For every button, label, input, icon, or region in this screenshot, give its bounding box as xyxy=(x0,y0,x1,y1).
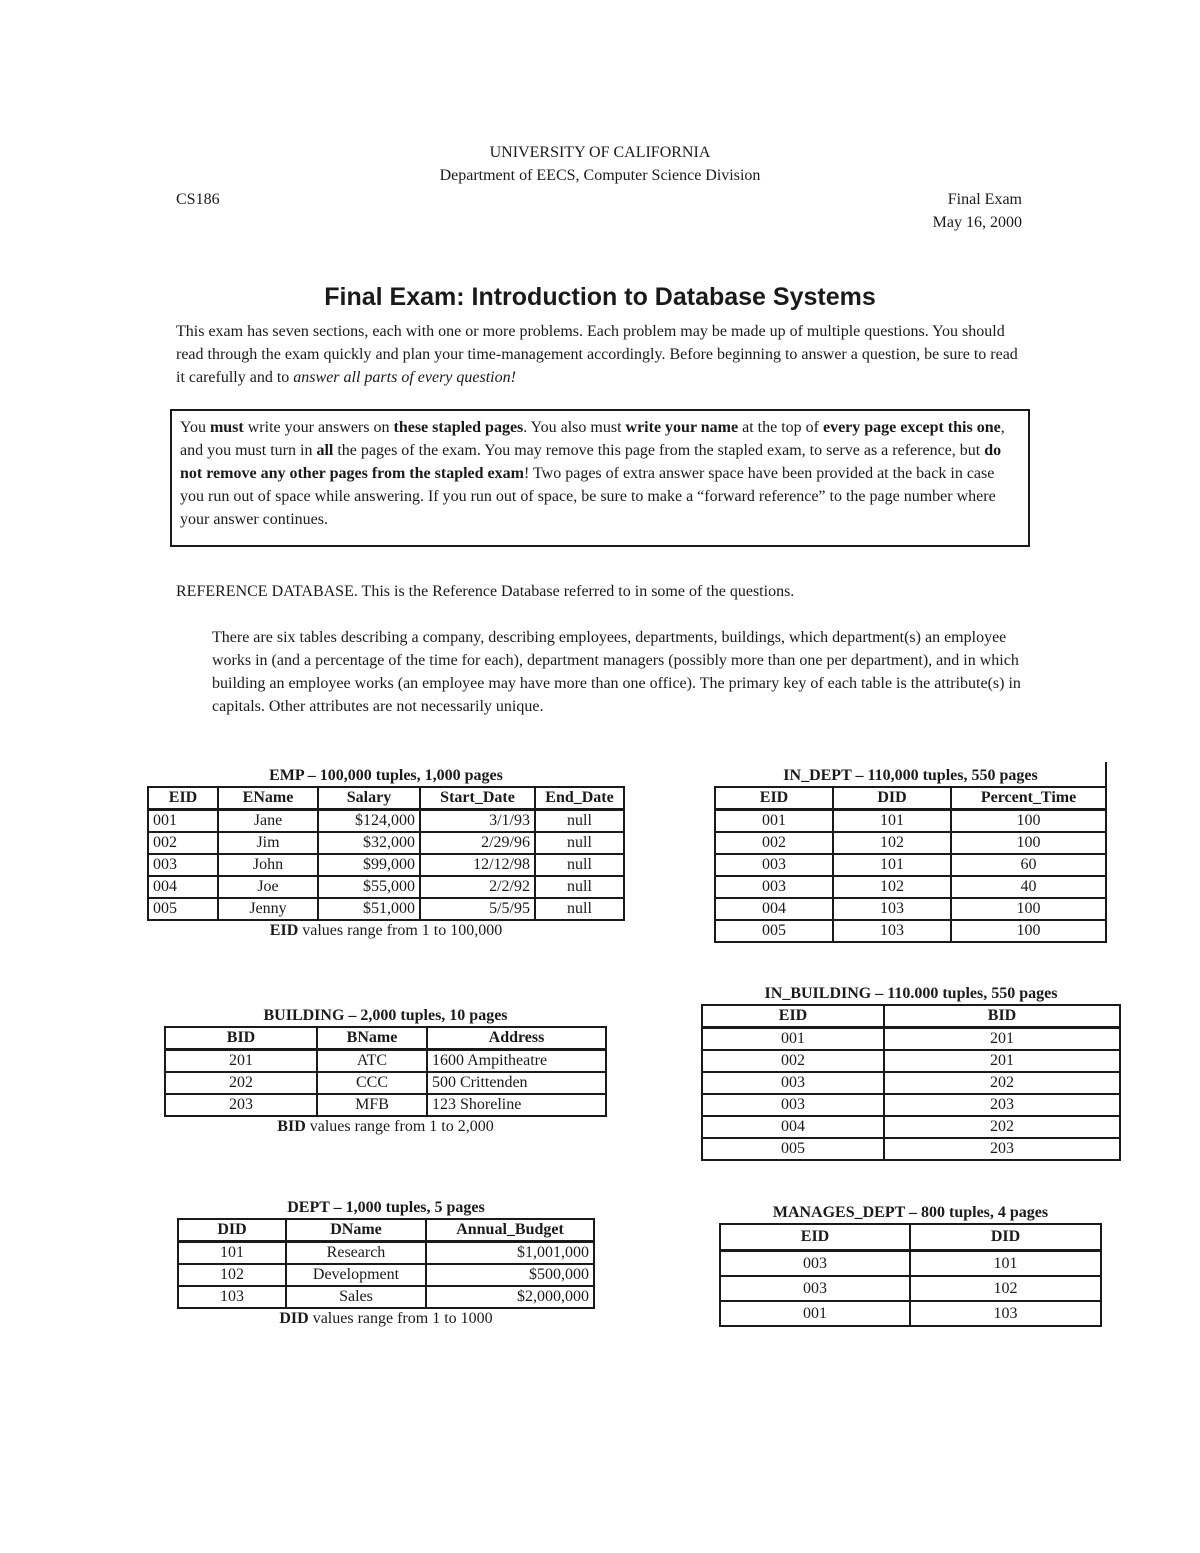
intro-paragraph xyxy=(176,320,1026,389)
department-name: Department of EECS, Computer Science Division xyxy=(439,167,761,184)
table-cell: 202 xyxy=(884,1072,1120,1094)
column-header: DID xyxy=(910,1224,1101,1251)
column-header: EID xyxy=(702,1005,884,1028)
table-cell: Research xyxy=(286,1242,426,1265)
table-cell: $99,000 xyxy=(318,854,420,876)
table-cell: 500 Crittenden xyxy=(427,1072,606,1094)
table-cell: 102 xyxy=(833,832,951,854)
table-cell: 2/2/92 xyxy=(420,876,535,898)
notice-text: write your answers on xyxy=(243,419,394,436)
emp-caption: EMP – 100,000 tuples, 1,000 pages xyxy=(269,767,503,784)
table-cell: 005 xyxy=(702,1138,884,1160)
table-cell: 202 xyxy=(884,1116,1120,1138)
column-header: EID xyxy=(720,1224,910,1251)
table-row xyxy=(165,1072,606,1094)
table-cell: 5/5/95 xyxy=(420,898,535,920)
note-key: EID xyxy=(269,922,299,939)
table-cell: $124,000 xyxy=(318,810,420,833)
table-cell: 103 xyxy=(178,1286,286,1308)
table-cell: $2,000,000 xyxy=(426,1286,594,1308)
note-key: DID xyxy=(279,1310,309,1327)
notice-text: , and you must turn in xyxy=(180,419,1005,459)
note-text: values range from 1 to 1000 xyxy=(308,1310,493,1327)
table-row xyxy=(720,1276,1101,1301)
table-cell: Joe xyxy=(218,876,318,898)
column-header: EName xyxy=(218,787,318,810)
reference-text: . This is the Reference Database referred to in some of the questions. xyxy=(353,583,795,600)
table-cell: 60 xyxy=(951,854,1106,876)
table-cell: 40 xyxy=(951,876,1106,898)
table-row xyxy=(715,920,1106,942)
table-cell: 002 xyxy=(715,832,833,854)
intro-text: This exam has seven sections, each with one or more problems. Each problem may be made up of multiple questions. You should read through the exam quickly and plan your time-management accordingly. Before beginning to answer a question, be sure to read it carefully and to xyxy=(176,323,1018,386)
in-building-caption: IN_BUILDING – 110.000 tuples, 550 pages xyxy=(764,985,1058,1002)
table-cell: 001 xyxy=(720,1301,910,1326)
notice-bold: all xyxy=(316,442,334,459)
table-cell: Sales xyxy=(286,1286,426,1308)
university-name: UNIVERSITY OF CALIFORNIA xyxy=(489,144,711,161)
table-cell: 202 xyxy=(165,1072,317,1094)
table-cell: 203 xyxy=(165,1094,317,1116)
in-dept-header-row xyxy=(715,787,1106,810)
dept-caption: DEPT – 1,000 tuples, 5 pages xyxy=(287,1199,485,1216)
table-row xyxy=(702,1138,1120,1160)
notice-box xyxy=(170,409,1030,547)
table-cell: 001 xyxy=(702,1028,884,1051)
table-row xyxy=(702,1050,1120,1072)
table-cell: 102 xyxy=(833,876,951,898)
table-cell: $500,000 xyxy=(426,1264,594,1286)
in-dept-table-section xyxy=(714,766,1107,943)
table-cell: 101 xyxy=(833,854,951,876)
emp-range-note xyxy=(147,921,625,941)
table-cell: 003 xyxy=(715,854,833,876)
table-row xyxy=(715,898,1106,920)
table-row xyxy=(165,1050,606,1073)
notice-text: You xyxy=(180,419,210,436)
notice-bold: write your name xyxy=(625,419,739,436)
building-caption: BUILDING – 2,000 tuples, 10 pages xyxy=(263,1007,508,1024)
notice-text: . You also must xyxy=(523,419,626,436)
table-row xyxy=(702,1072,1120,1094)
table-row xyxy=(720,1251,1101,1277)
table-cell: 12/12/98 xyxy=(420,854,535,876)
table-cell: 001 xyxy=(148,810,218,833)
table-cell: Jane xyxy=(218,810,318,833)
column-header: BID xyxy=(884,1005,1120,1028)
column-header: DName xyxy=(286,1219,426,1242)
table-cell: 001 xyxy=(715,810,833,833)
table-cell: 100 xyxy=(951,920,1106,942)
table-cell: $55,000 xyxy=(318,876,420,898)
dept-range-note xyxy=(177,1309,595,1329)
table-row xyxy=(148,854,624,876)
table-cell: 201 xyxy=(884,1028,1120,1051)
table-cell: 005 xyxy=(148,898,218,920)
table-row xyxy=(715,832,1106,854)
table-row xyxy=(178,1264,594,1286)
table-cell: 003 xyxy=(702,1094,884,1116)
page-title: Final Exam: Introduction to Database Systems xyxy=(324,283,876,311)
table-cell: CCC xyxy=(317,1072,427,1094)
reference-label: REFERENCE DATABASE xyxy=(176,583,354,600)
in-dept-caption: IN_DEPT – 110,000 tuples, 550 pages xyxy=(783,767,1038,784)
manages-dept-table xyxy=(719,1223,1102,1327)
table-cell: null xyxy=(535,854,624,876)
table-cell: MFB xyxy=(317,1094,427,1116)
table-row xyxy=(720,1301,1101,1326)
column-header: End_Date xyxy=(535,787,624,810)
dept-table-section xyxy=(177,1198,595,1329)
manages-dept-caption: MANAGES_DEPT – 800 tuples, 4 pages xyxy=(772,1204,1049,1221)
note-text: values range from 1 to 100,000 xyxy=(298,922,503,939)
exam-date: May 16, 2000 xyxy=(932,214,1022,231)
table-cell: 004 xyxy=(148,876,218,898)
column-header: Annual_Budget xyxy=(426,1219,594,1242)
in-dept-table xyxy=(714,786,1107,943)
column-header: BName xyxy=(317,1027,427,1050)
table-cell: 123 Shoreline xyxy=(427,1094,606,1116)
emp-table-section xyxy=(147,766,625,941)
table-cell: 003 xyxy=(702,1072,884,1094)
table-cell: 100 xyxy=(951,810,1106,833)
emp-header-row xyxy=(148,787,624,810)
table-cell: Development xyxy=(286,1264,426,1286)
table-cell: 100 xyxy=(951,832,1106,854)
dept-table xyxy=(177,1218,595,1309)
notice-bold: must xyxy=(209,419,244,436)
table-row xyxy=(715,810,1106,833)
table-cell: 102 xyxy=(910,1276,1101,1301)
table-cell: 003 xyxy=(720,1276,910,1301)
column-header: Address xyxy=(427,1027,606,1050)
building-range-note xyxy=(164,1117,607,1137)
table-cell: 004 xyxy=(715,898,833,920)
building-header-row xyxy=(165,1027,606,1050)
table-cell: 203 xyxy=(884,1138,1120,1160)
column-header: EID xyxy=(148,787,218,810)
notice-text: the pages of the exam. You may remove this page from the stapled exam, to serve as a reference, but xyxy=(333,442,985,459)
table-cell: 2/29/96 xyxy=(420,832,535,854)
table-row xyxy=(702,1116,1120,1138)
table-cell: 1600 Ampitheatre xyxy=(427,1050,606,1073)
notice-text: at the top of xyxy=(738,419,823,436)
building-table xyxy=(164,1026,607,1117)
exam-type: Final Exam xyxy=(947,191,1022,208)
dept-header-row xyxy=(178,1219,594,1242)
table-row xyxy=(702,1028,1120,1051)
building-table-section xyxy=(164,1006,607,1137)
table-cell: 002 xyxy=(148,832,218,854)
table-cell: null xyxy=(535,832,624,854)
manages-dept-table-section xyxy=(719,1203,1102,1327)
table-row xyxy=(148,810,624,833)
table-cell: 101 xyxy=(178,1242,286,1265)
in-building-table-section xyxy=(701,984,1121,1161)
table-cell: null xyxy=(535,876,624,898)
reference-line xyxy=(176,580,794,603)
table-cell: 101 xyxy=(833,810,951,833)
course-code: CS186 xyxy=(176,191,220,208)
table-cell: $51,000 xyxy=(318,898,420,920)
table-cell: 002 xyxy=(702,1050,884,1072)
table-cell: $32,000 xyxy=(318,832,420,854)
note-key: BID xyxy=(277,1118,306,1135)
table-cell: null xyxy=(535,898,624,920)
table-cell: 102 xyxy=(178,1264,286,1286)
table-cell: 203 xyxy=(884,1094,1120,1116)
table-cell: 201 xyxy=(884,1050,1120,1072)
table-cell: 103 xyxy=(833,898,951,920)
table-cell: Jenny xyxy=(218,898,318,920)
table-cell: 100 xyxy=(951,898,1106,920)
table-cell: 005 xyxy=(715,920,833,942)
table-row xyxy=(702,1094,1120,1116)
table-row xyxy=(715,876,1106,898)
intro-emphasis: answer all parts of every question! xyxy=(293,369,516,386)
column-header: Percent_Time xyxy=(951,787,1106,810)
table-cell: 103 xyxy=(910,1301,1101,1326)
table-cell: Jim xyxy=(218,832,318,854)
table-cell: 201 xyxy=(165,1050,317,1073)
note-text: values range from 1 to 2,000 xyxy=(305,1118,494,1135)
table-row xyxy=(148,898,624,920)
table-cell: 004 xyxy=(702,1116,884,1138)
column-header: BID xyxy=(165,1027,317,1050)
table-cell: 101 xyxy=(910,1251,1101,1277)
table-cell: 003 xyxy=(720,1251,910,1277)
manages-dept-header-row xyxy=(720,1224,1101,1251)
table-cell: 003 xyxy=(148,854,218,876)
column-header: DID xyxy=(833,787,951,810)
reference-description: There are six tables describing a company, describing employees, departments, buildings, which department(s) an employee works in (and a percentage of the time for each), department managers (possibly more than one per department), and in which building an employee works (an employee may have more than one office). The primary key of each table is the attribute(s) in capitals. Other attributes are not necessarily unique. xyxy=(212,629,1021,715)
table-cell: 003 xyxy=(715,876,833,898)
table-cell: $1,001,000 xyxy=(426,1242,594,1265)
in-building-header-row xyxy=(702,1005,1120,1028)
table-row xyxy=(715,854,1106,876)
table-row xyxy=(178,1242,594,1265)
table-row xyxy=(148,876,624,898)
table-cell: ATC xyxy=(317,1050,427,1073)
column-header: EID xyxy=(715,787,833,810)
column-header: Salary xyxy=(318,787,420,810)
table-cell: John xyxy=(218,854,318,876)
in-building-table xyxy=(701,1004,1121,1161)
column-header: DID xyxy=(178,1219,286,1242)
table-row xyxy=(178,1286,594,1308)
table-row xyxy=(165,1094,606,1116)
notice-bold: these stapled pages xyxy=(393,419,524,436)
column-header: Start_Date xyxy=(420,787,535,810)
notice-text: ! Two pages of extra answer space have been provided at the back in case you run out of space while answering. If you run out of space, be sure to make a “forward reference” to the page number where your answer continues. xyxy=(180,465,996,528)
table-row xyxy=(148,832,624,854)
table-cell: 3/1/93 xyxy=(420,810,535,833)
emp-table xyxy=(147,786,625,921)
table-cell: 103 xyxy=(833,920,951,942)
notice-bold: do not remove any other pages from the stapled exam xyxy=(180,442,1002,482)
notice-bold: every page except this one xyxy=(822,419,1001,436)
table-cell: null xyxy=(535,810,624,833)
